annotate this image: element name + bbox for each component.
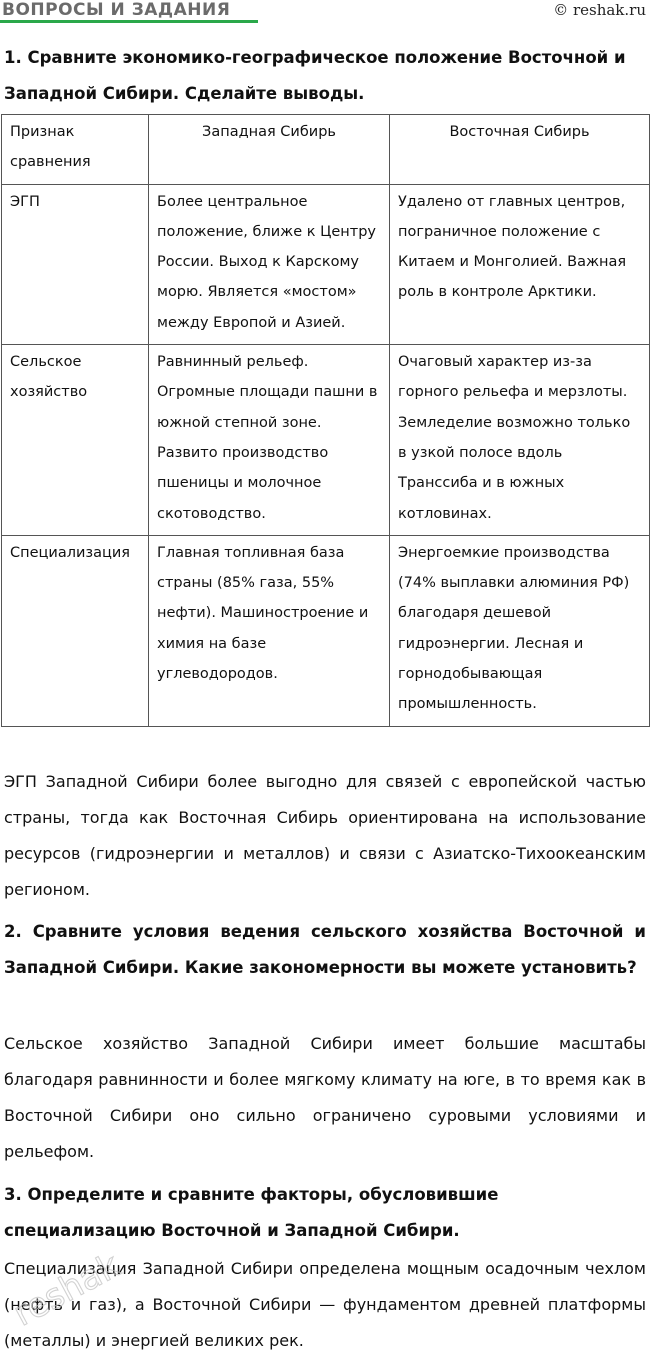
table-cell-east: Энергоемкие производства (74% выплавки алюминия РФ) благодаря дешевой гидроэнергии. Лесная и горнодобывающая промышленность.	[390, 535, 650, 726]
answer-1: ЭГП Западной Сибири более выгодно для связей с европейской частью страны, тогда как Восточная Сибирь ориентирована на использование ресурсов (гидроэнергии и металлов) и связи с Азиатско-Тихоокеанским регионом.	[4, 772, 646, 899]
table-header-row	[2, 115, 650, 185]
table-header-cell: Восточная Сибирь	[390, 115, 650, 185]
site-copyright: © reshak.ru	[553, 1, 646, 19]
question-2-title: 2. Сравните условия ведения сельского хозяйства Восточной и Западной Сибири. Какие закономерности вы можете установить?	[4, 922, 646, 977]
table-cell-feature: ЭГП	[2, 184, 149, 344]
table-cell-west: Главная топливная база страны (85% газа, 55% нефти). Машиностроение и химия на базе углеводородов.	[149, 535, 390, 726]
answer-2: Сельское хозяйство Западной Сибири имеет большие масштабы благодаря равнинности и более мягкому климату на юге, в то время как в Восточной Сибири оно сильно ограничено суровыми условиями и рельефом.	[4, 1034, 646, 1161]
table-cell-east: Очаговый характер из-за горного рельефа и мерзлоты. Земледелие возможно только в узкой полосе вдоль Транссиба и в южных котловинах.	[390, 345, 650, 536]
table-cell-east: Удалено от главных центров, пограничное положение с Китаем и Монголией. Важная роль в контроле Арктики.	[390, 184, 650, 344]
table-row	[2, 184, 650, 344]
table-header-cell: Западная Сибирь	[149, 115, 390, 185]
table-row	[2, 535, 650, 726]
table-cell-west: Более центральное положение, ближе к Центру России. Выход к Карскому морю. Является «мостом» между Европой и Азией.	[149, 184, 390, 344]
question-1-title: 1. Сравните экономико-географическое положение Восточной и Западной Сибири. Сделайте выводы.	[4, 48, 626, 103]
svg-text:reshak: reshak	[7, 1245, 127, 1335]
section-title: ВОПРОСЫ И ЗАДАНИЯ	[2, 0, 231, 20]
section-title-underline	[0, 20, 258, 23]
table-cell-west: Равнинный рельеф. Огромные площади пашни в южной степной зоне. Развито производство пшеницы и молочное скотоводство.	[149, 345, 390, 536]
comparison-table	[1, 114, 650, 727]
table-cell-feature: Специализация	[2, 535, 149, 726]
page-header	[0, 0, 650, 30]
table-header-cell: Признак сравнения	[2, 115, 149, 185]
question-3-title: 3. Определите и сравните факторы, обусловившие специализацию Восточной и Западной Сибири.	[4, 1185, 499, 1240]
table-cell-feature: Сельское хозяйство	[2, 345, 149, 536]
answer-3: Специализация Западной Сибири определена мощным осадочным чехлом (нефть и газ), а Восточной Сибири — фундаментом древней платформы (металлы) и энергией великих рек.	[4, 1259, 646, 1350]
table-row	[2, 345, 650, 536]
